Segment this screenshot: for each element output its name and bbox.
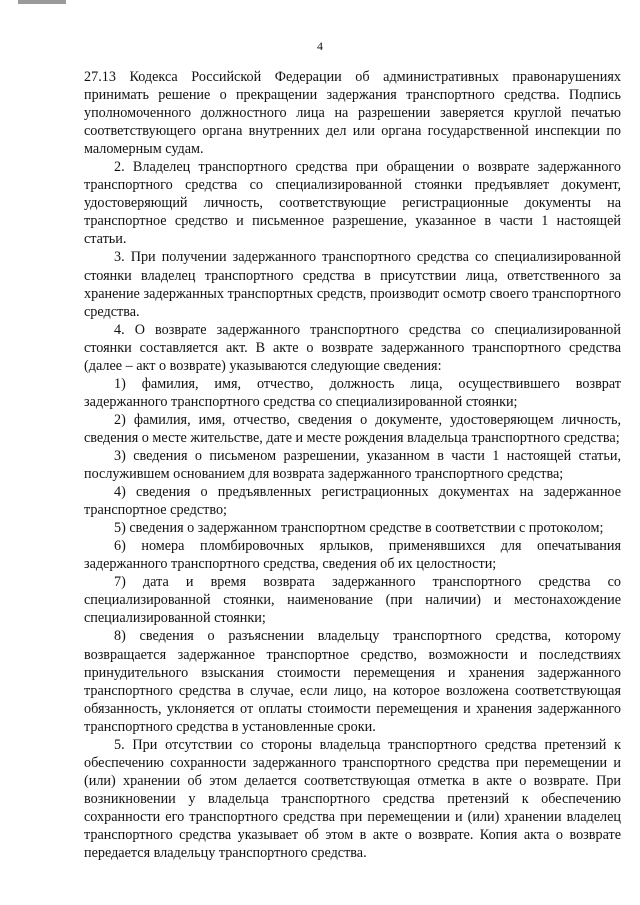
paragraph-part-3: 3. При получении задержанного транспортного средства со специализированной стоянки владелец транспортного средства в присутствии лица, ответственного за хранение задержанных транспортных средств, производит осмотр своего транспортного средства. bbox=[84, 249, 621, 320]
paragraph-part-2: 2. Владелец транспортного средства при обращении о возврате задержанного транспортного средства со специализированной стоянки предъявляет документ, удостоверяющий личность, соответствующие регистрационные документы на транспортное средство и письменное разрешение, указанное в части 1 настоящей статьи. bbox=[84, 159, 621, 248]
list-item-8: 8) сведения о разъяснении владельцу транспортного средства, которому возвращается задержанное транспортное средство, возможности и последствиях принудительного взыскания стоимости перемещения и хранения задержанного транспортного средства в случае, если лицо, на которое возложена соответствующая обязанность, уклоняется от оплаты стоимости перемещения и хранения задержанного транспортного средства в установленные сроки. bbox=[84, 628, 621, 735]
scan-edge-mark bbox=[18, 0, 66, 4]
page-number: 4 bbox=[317, 39, 323, 53]
list-item-7: 7) дата и время возврата задержанного транспортного средства со специализированной стоянки, наименование (при наличии) и местонахождение специализированной стоянки; bbox=[84, 574, 621, 627]
list-item-5: 5) сведения о задержанном транспортном средстве в соответствии с протоколом; bbox=[114, 520, 604, 537]
document-body bbox=[84, 68, 621, 862]
list-item-4: 4) сведения о предъявленных регистрационных документах на задержанное транспортное средство; bbox=[84, 484, 621, 519]
list-item-6: 6) номера пломбировочных ярлыков, применявшихся для опечатывания задержанного транспортного средства, сведения об их целостности; bbox=[84, 538, 621, 573]
list-item-3: 3) сведения о письменом разрешении, указанном в части 1 настоящей статьи, послужившем основанием для возврата задержанного транспортного средства; bbox=[84, 447, 621, 483]
paragraph-continuation: 27.13 Кодекса Российской Федерации об административных правонарушениях принимать решение о прекращении задержания транспортного средства. Подпись уполномоченного должностного лица на разрешении заверяется круглой печатью соответствующего органа внутренних дел или органа государственной инспекции по маломерным судам. bbox=[84, 69, 621, 158]
list-item-2: 2) фамилия, имя, отчество, сведения о документе, удостоверяющем личность, сведения о месте жительстве, дате и месте рождения владельца транспортного средства; bbox=[84, 411, 621, 446]
list-item-1: 1) фамилия, имя, отчество, должность лица, осуществившего возврат задержанного транспортного средства со специализированной стоянки; bbox=[84, 375, 621, 410]
paragraph-part-5: 5. При отсутствии со стороны владельца транспортного средства претензий к обеспечению сохранности задержанного транспортного средства при перемещении и (или) хранении об этом делается соответствующая отметка в акте о возврате. При возникновении у владельца транспортного средства претензий к обеспечению сохранности его транспортного средства при перемещении и (или) хранении владелец транспортного средства указывает об этом в акте о возврате. Копия акта о возврате передается владельцу транспортного средства. bbox=[84, 736, 621, 862]
paragraph-part-4: 4. О возврате задержанного транспортного средства со специализированной стоянки составляется акт. В акте о возврате задержанного транспортного средства (далее – акт о возврате) указываются следующие сведения: bbox=[84, 321, 621, 374]
